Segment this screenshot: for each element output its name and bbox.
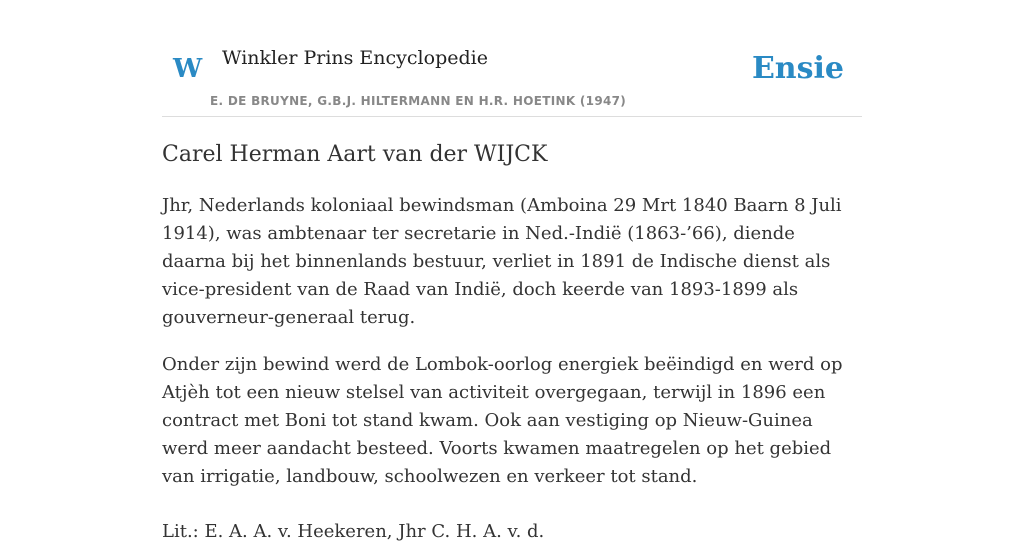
site-header bbox=[162, 40, 862, 117]
brand-logo-link[interactable]: Ensie bbox=[751, 51, 844, 86]
article-paragraph: Jhr, Nederlands koloniaal bewindsman (Amboina 29 Mrt 1840 Baarn 8 Juli 1914), was ambtenaar ter secretarie in Ned.-Indië (1863-’66), diende daarna bij het binnenlands bestuur, verliet in 1891 de Indische dienst als vice-president van de Raad van Indië, doch keerde van 1893-1899 als gouverneur-generaal terug. bbox=[162, 195, 842, 328]
site-title[interactable]: Winkler Prins Encyclopedie bbox=[222, 47, 488, 69]
site-authors: E. DE BRUYNE, G.B.J. HILTERMANN EN H.R. HOETINK (1947) bbox=[210, 94, 627, 108]
article-literature: Lit.: E. A. A. v. Heekeren, Jhr C. H. A. v. d. bbox=[162, 521, 545, 542]
article-paragraph: Onder zijn bewind werd de Lombok-oorlog energiek beëindigd en werd op Atjèh tot een nieuw stelsel van activiteit overgegaan, terwijl in 1896 een contract met Boni tot stand kwam. Ook aan vestiging op Nieuw-Guinea werd meer aandacht besteed. Voorts kwamen maatregelen op het gebied van irrigatie, landbouw, schoolwezen en verkeer tot stand. bbox=[162, 354, 843, 487]
article bbox=[162, 138, 862, 546]
article-title: Carel Herman Aart van der WIJCK bbox=[162, 142, 548, 167]
site-logo-icon[interactable]: W bbox=[173, 54, 203, 84]
